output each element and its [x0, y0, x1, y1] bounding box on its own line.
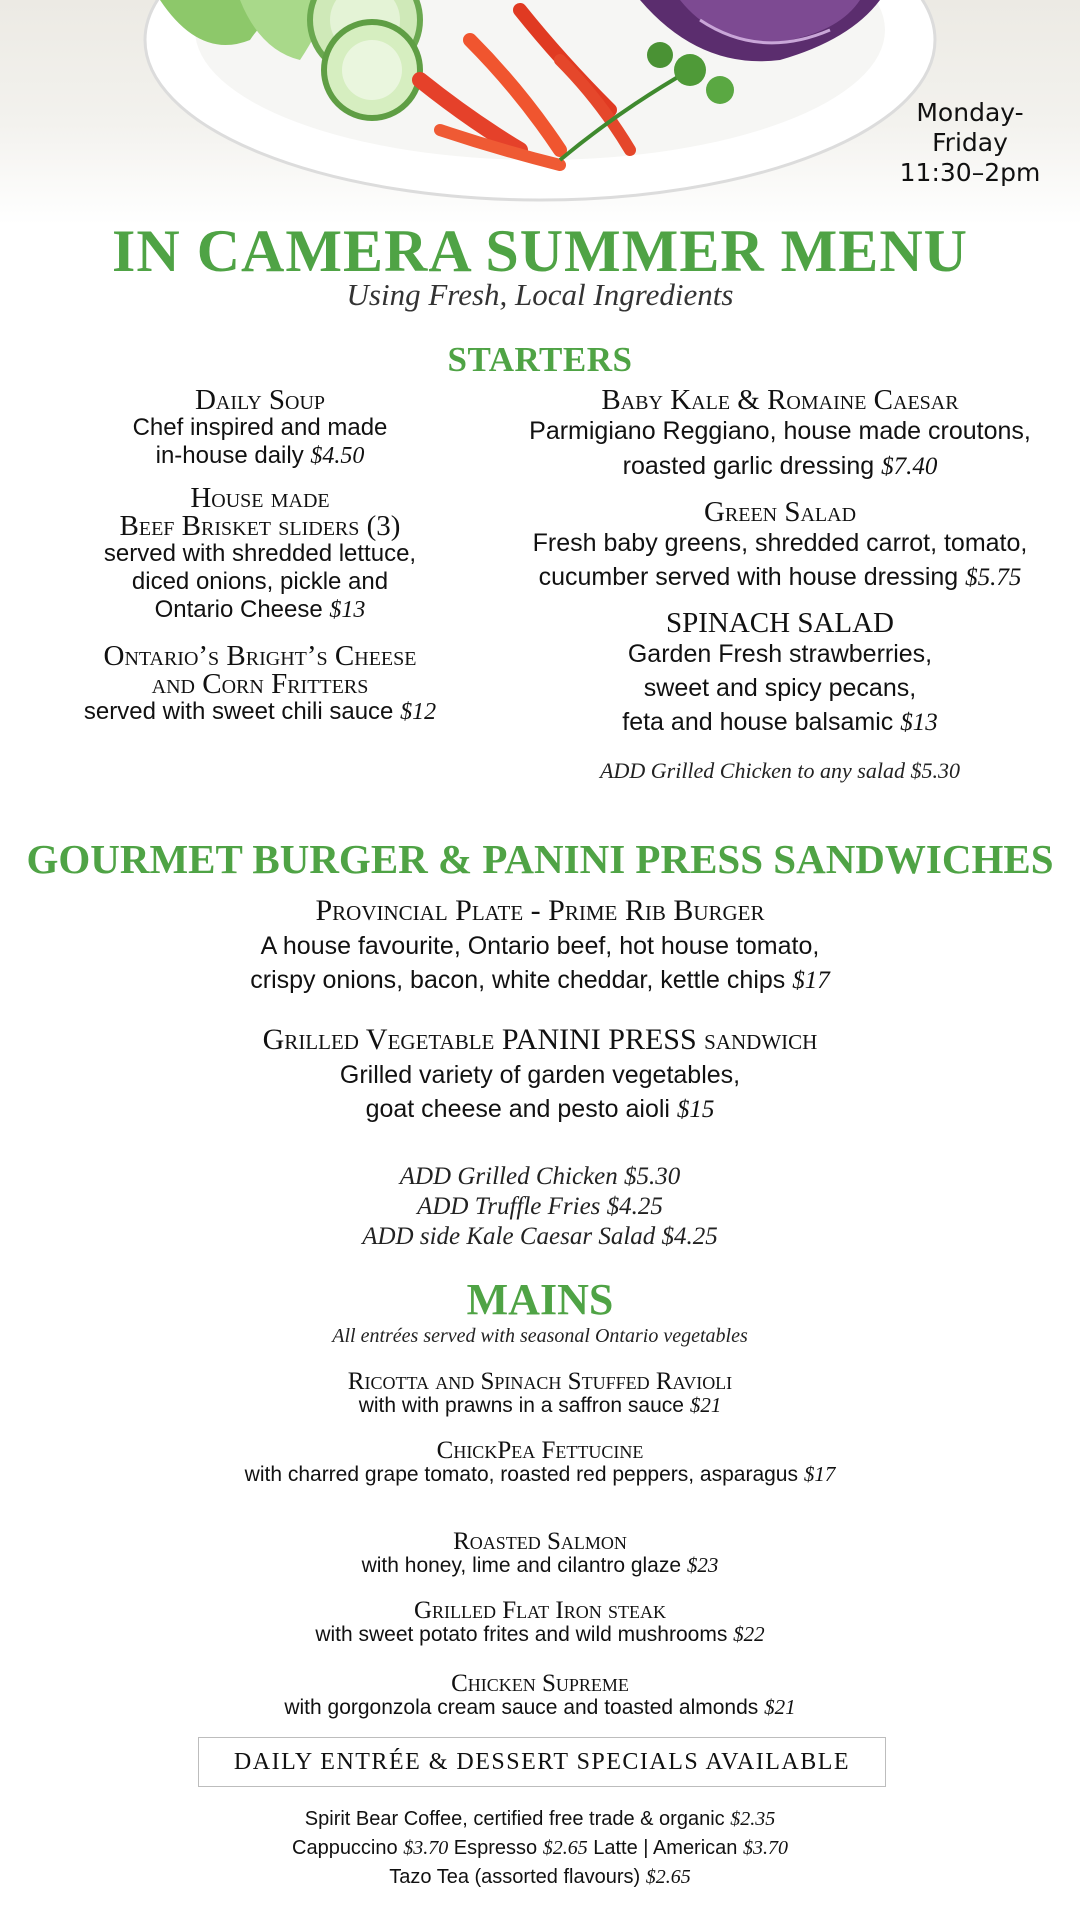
item-price: $5.75 [965, 564, 1022, 591]
item-name: Baby Kale & Romaine Caesar [601, 384, 959, 416]
mains-list [0, 1370, 1080, 1741]
item-desc: with gorgonzola cream sauce and toasted almonds [284, 1696, 759, 1719]
item-name: Green Salad [703, 496, 857, 528]
item-name: ChickPea Fettucine [436, 1437, 644, 1464]
item-name: House made [190, 482, 330, 514]
item-desc: goat cheese and pesto aioli [365, 1095, 670, 1123]
hours-time: 11:30–2pm [899, 158, 1041, 187]
item-name: Ontario’s Bright’s Cheese [103, 640, 417, 672]
item-desc: roasted garlic dressing [622, 452, 875, 480]
starter-spinach-salad [500, 609, 1060, 740]
item-desc: Ontario Cheese [154, 596, 323, 623]
item-desc-last [40, 698, 480, 726]
item-desc: sweet and spicy pecans, [643, 674, 917, 702]
main-chicken-supreme [0, 1672, 1080, 1719]
drink-price: $3.70 [403, 1837, 449, 1859]
item-price: $22 [733, 1622, 765, 1646]
item-name: Chicken Supreme [451, 1670, 629, 1697]
item-price: $13 [900, 709, 938, 736]
item-desc: served with shredded lettuce, [103, 540, 417, 567]
item-desc: Garden Fresh strawberries, [627, 640, 933, 668]
starter-green-salad [500, 498, 1060, 595]
drinks-line-1 [0, 1805, 1080, 1834]
starters-heading: STARTERS [447, 340, 633, 379]
drink-price: $3.70 [742, 1837, 788, 1859]
starter-kale-caesar [500, 386, 1060, 484]
menu-subtitle: Using Fresh, Local Ingredients [346, 277, 734, 312]
item-desc-last [500, 449, 1060, 484]
sandwich-addons [0, 1162, 1080, 1252]
menu-title: IN CAMERA SUMMER MENU [112, 218, 968, 284]
specials-banner: DAILY ENTRÉE & DESSERT SPECIALS AVAILABLE [198, 1737, 886, 1787]
addon-line: ADD Grilled Chicken $5.30 [399, 1163, 681, 1190]
hours-block [880, 98, 1060, 188]
item-desc: with charred grape tomato, roasted red peppers, asparagus [244, 1463, 798, 1486]
starter-brisket-sliders [40, 484, 480, 624]
sandwiches-list [0, 893, 1080, 1151]
item-desc-last [40, 442, 480, 470]
main-flat-iron-steak [0, 1599, 1080, 1646]
item-name: Roasted Salmon [453, 1528, 627, 1555]
drinks-line-2 [0, 1834, 1080, 1863]
item-desc: feta and house balsamic [622, 708, 894, 736]
item-desc-last [500, 705, 1060, 740]
starters-left-column [40, 386, 480, 740]
item-price: $17 [792, 967, 830, 994]
item-desc: crispy onions, bacon, white cheddar, kettle chips [250, 966, 786, 994]
item-price: $17 [803, 1462, 836, 1486]
item-desc: Chef inspired and made [132, 414, 388, 441]
item-price: $21 [689, 1393, 722, 1417]
drink-name: Spirit Bear Coffee, certified free trade & organic [304, 1808, 725, 1830]
drinks-line-3 [0, 1863, 1080, 1892]
item-desc: A house favourite, Ontario beef, hot house tomato, [260, 932, 820, 960]
main-fettucine [0, 1439, 1080, 1486]
sandwiches-heading: GOURMET BURGER & PANINI PRESS SANDWICHES [26, 836, 1054, 882]
item-name: Grilled Flat Iron steak [413, 1597, 666, 1624]
salad-addon-note: ADD Grilled Chicken to any salad $5.30 [600, 758, 960, 783]
drink-price: $2.35 [730, 1808, 776, 1830]
item-desc: Parmigiano Reggiano, house made croutons, [529, 417, 1031, 445]
sandwich-veg-panini [0, 1022, 1080, 1127]
hours-days-line-1: Monday- [916, 98, 1024, 127]
item-name: Beef Brisket sliders (3) [119, 510, 401, 542]
item-price: $23 [686, 1553, 719, 1577]
item-desc: Grilled variety of garden vegetables, [339, 1061, 741, 1089]
item-desc: in-house daily [155, 442, 304, 469]
drink-name: Cappuccino [292, 1837, 398, 1859]
item-price: $21 [764, 1695, 796, 1719]
item-desc: diced onions, pickle and [131, 568, 389, 595]
starter-daily-soup [40, 386, 480, 470]
mains-note: All entrées served with seasonal Ontario vegetables [332, 1325, 748, 1347]
drinks-list [0, 1805, 1080, 1892]
item-desc: cucumber served with house dressing [538, 563, 959, 591]
drink-name: Tazo Tea (assorted flavours) [389, 1866, 641, 1888]
drink-name: Espresso [453, 1837, 538, 1859]
drink-price: $2.65 [645, 1866, 691, 1888]
drink-name: Latte | American [593, 1837, 738, 1859]
item-desc: with sweet potato frites and wild mushrooms [315, 1623, 728, 1646]
drink-price: $2.65 [542, 1837, 588, 1859]
item-price: $12 [400, 699, 437, 725]
item-desc-last [40, 596, 480, 624]
item-name: Ricotta and Spinach Stuffed Ravioli [347, 1368, 733, 1395]
item-name: Daily Soup [194, 384, 326, 416]
item-price: $13 [329, 597, 366, 623]
main-ravioli [0, 1370, 1080, 1417]
item-desc: served with sweet chili sauce [83, 698, 394, 725]
item-desc-last [500, 560, 1060, 595]
item-desc-last [0, 963, 1080, 998]
starters-right-column [500, 386, 1060, 784]
item-price: $4.50 [310, 443, 365, 469]
main-salmon [0, 1530, 1080, 1577]
item-desc: Fresh baby greens, shredded carrot, tomato, [532, 529, 1028, 557]
item-desc: with with prawns in a saffron sauce [358, 1394, 684, 1417]
item-price: $15 [676, 1096, 715, 1123]
addon-line: ADD Truffle Fries $4.25 [417, 1193, 663, 1220]
item-name: Provincial Plate - Prime Rib Burger [315, 894, 765, 927]
item-name: SPINACH SALAD [665, 607, 894, 639]
item-name: and Corn Fritters [151, 668, 369, 700]
mains-heading: MAINS [466, 1275, 614, 1324]
addon-line: ADD side Kale Caesar Salad $4.25 [362, 1223, 718, 1250]
starter-corn-fritters [40, 642, 480, 726]
hours-days-line-2: Friday [932, 128, 1008, 157]
item-desc-last [0, 1092, 1080, 1127]
item-desc: with honey, lime and cilantro glaze [361, 1554, 682, 1577]
sandwich-prime-rib-burger [0, 893, 1080, 998]
item-name: Grilled Vegetable PANINI PRESS sandwich [262, 1023, 818, 1056]
item-price: $7.40 [881, 453, 938, 480]
